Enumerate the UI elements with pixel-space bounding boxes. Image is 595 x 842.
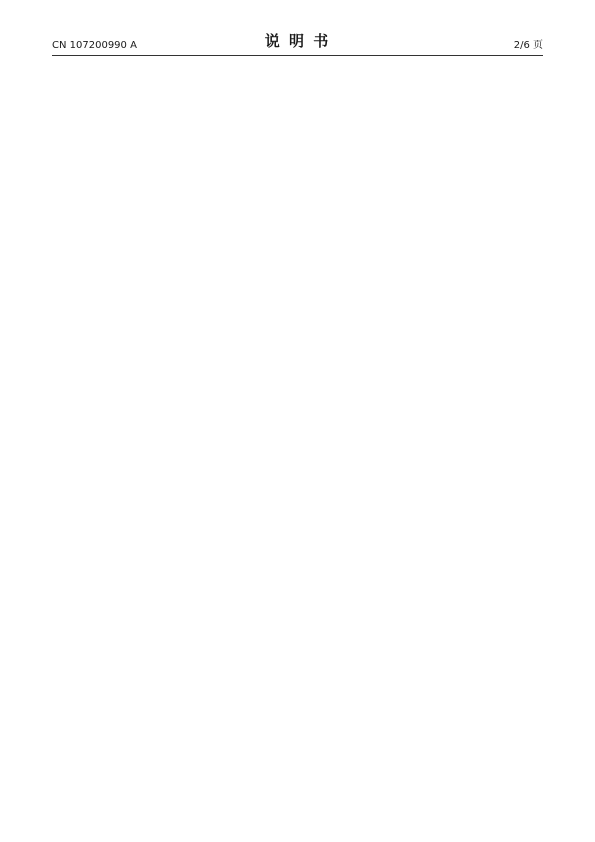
page-header: [52, 34, 543, 56]
page-count: 2/6 页: [513, 40, 543, 51]
document-title: 说 明 书: [264, 32, 331, 50]
patent-number: CN 107200990 A: [52, 40, 137, 51]
document-body: [52, 68, 543, 770]
